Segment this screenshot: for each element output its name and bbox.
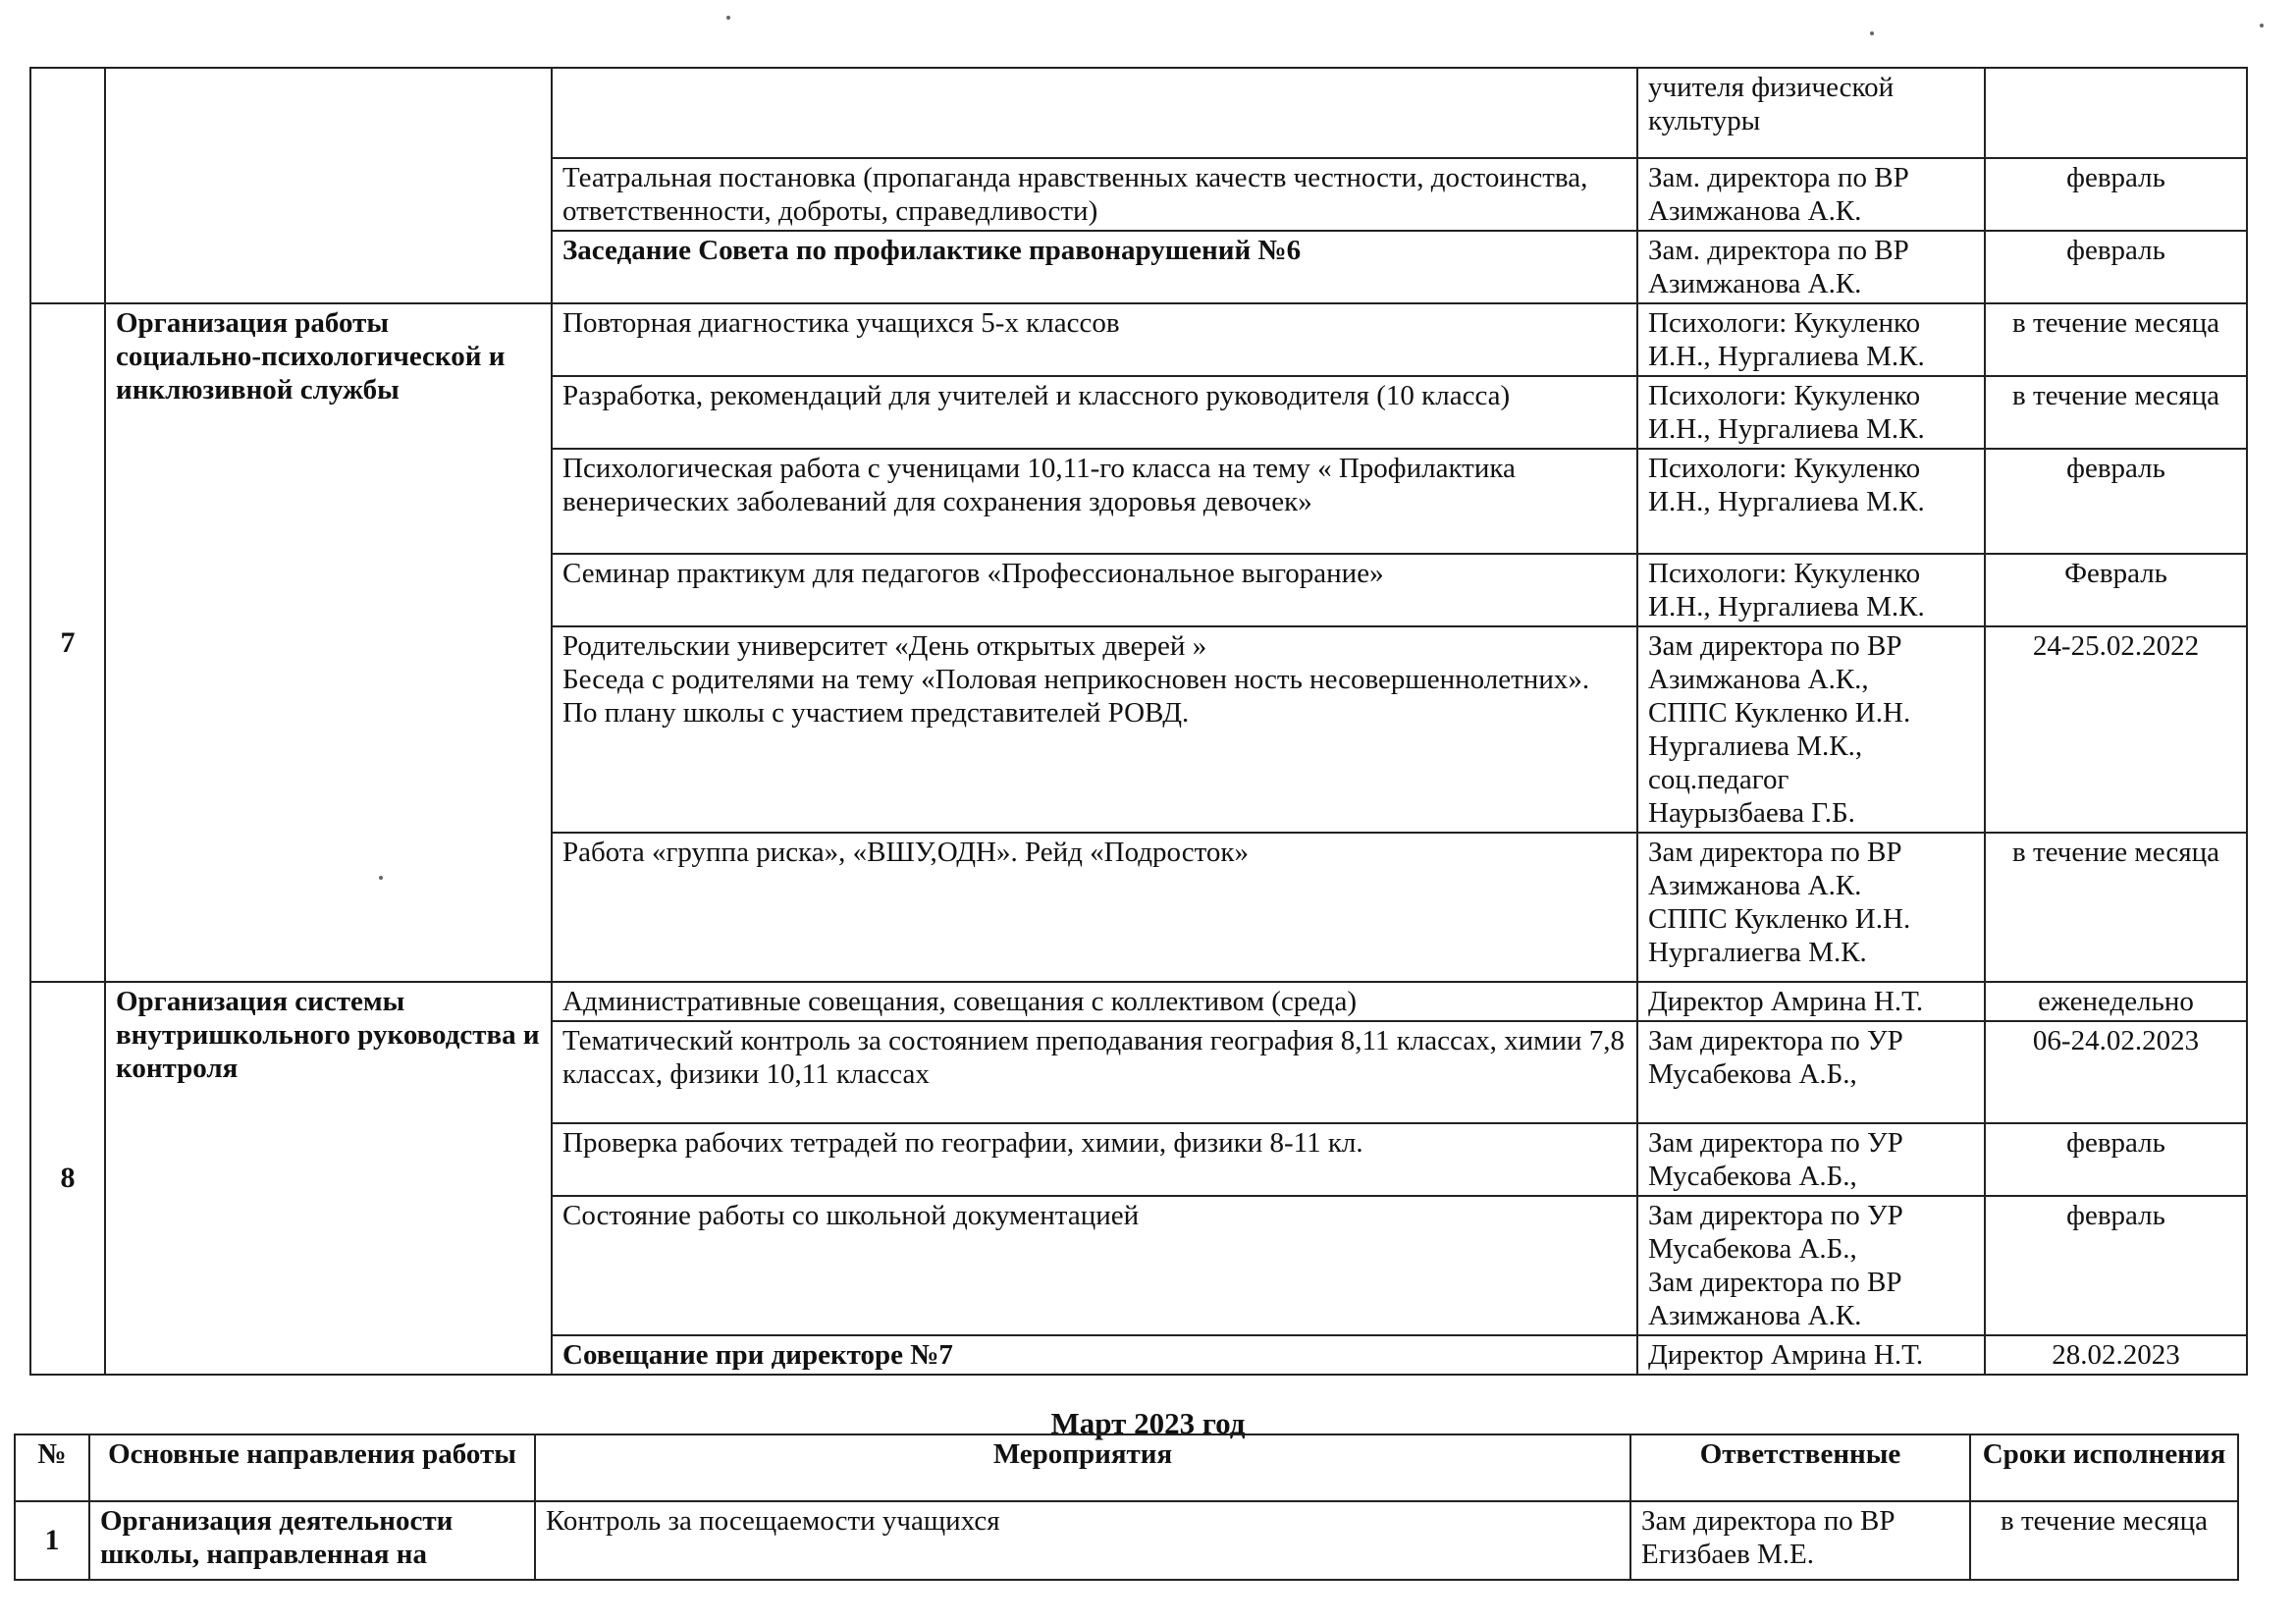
responsible-cell: Зам. директора по ВР Азимжанова А.К. bbox=[1637, 158, 1985, 231]
deadline-cell: 24-25.02.2022 bbox=[1985, 626, 2247, 833]
deadline-cell: в течение месяца bbox=[1985, 303, 2247, 376]
event-cell: Семинар практикум для педагогов «Профессиональное выгорание» bbox=[552, 554, 1637, 626]
deadline-cell: в течение месяца bbox=[1985, 833, 2247, 982]
table-row bbox=[30, 303, 2247, 376]
scan-speck bbox=[1870, 31, 1874, 35]
section-number-cell: 7 bbox=[30, 303, 105, 982]
event-cell: Театральная постановка (пропаганда нравственных качеств честности, достоинства, ответственности, доброты, справедливости) bbox=[552, 158, 1637, 231]
deadline-cell: 06-24.02.2023 bbox=[1985, 1021, 2247, 1123]
responsible-cell: Психологи: Кукуленко И.Н., Нургалиева М.К. bbox=[1637, 376, 1985, 449]
deadline-cell: февраль bbox=[1985, 231, 2247, 303]
responsible-cell: Зам директора по ВР Азимжанова А.К. СППС Кукленко И.Н. Нургалиегва М.К. bbox=[1637, 833, 1985, 982]
responsible-cell: Зам директора по УР Мусабекова А.Б., bbox=[1637, 1123, 1985, 1196]
header-responsible: Ответственные bbox=[1630, 1434, 1970, 1501]
march-title: Март 2023 год bbox=[1050, 1406, 1246, 1440]
deadline-cell: февраль bbox=[1985, 158, 2247, 231]
table-row bbox=[30, 68, 2247, 158]
event-cell: Повторная диагностика учащихся 5-х классов bbox=[552, 303, 1637, 376]
deadline-cell: Февраль bbox=[1985, 554, 2247, 626]
responsible-cell: Психологи: Кукуленко И.Н., Нургалиева М.К. bbox=[1637, 449, 1985, 554]
responsible-cell: Зам директора по ВР Азимжанова А.К., СППС Кукленко И.Н. Нургалиева М.К., соц.педагог Наурызбаева Г.Б. bbox=[1637, 626, 1985, 833]
responsible-cell: Зам директора по УР Мусабекова А.Б., bbox=[1637, 1021, 1985, 1123]
event-cell: Работа «группа риска», «ВШУ,ОДН». Рейд «Подросток» bbox=[552, 833, 1637, 982]
event-cell: Тематический контроль за состоянием преподавания география 8,11 классах, химии 7,8 классах, физики 10,11 классах bbox=[552, 1021, 1637, 1123]
event-cell: Родительскии университет «День открытых дверей » Беседа с родителями на тему «Половая неприкосновен ность несовершеннолетних». По плану школы с участием представителей РОВД. bbox=[552, 626, 1637, 833]
deadline-cell: февраль bbox=[1985, 1123, 2247, 1196]
table-row bbox=[15, 1501, 2238, 1580]
deadline-cell: февраль bbox=[1985, 449, 2247, 554]
header-direction: Основные направления работы bbox=[89, 1434, 535, 1501]
event-cell: Контроль за посещаемости учащихся bbox=[535, 1501, 1630, 1580]
responsible-cell: Директор Амрина Н.Т. bbox=[1637, 1335, 1985, 1375]
section-number-cell: 1 bbox=[15, 1501, 89, 1580]
table-header-row bbox=[15, 1434, 2238, 1501]
march-plan-table bbox=[14, 1434, 2239, 1581]
responsible-cell: учителя физической культуры bbox=[1637, 68, 1985, 158]
february-plan-table bbox=[29, 67, 2248, 1376]
scan-speck bbox=[2260, 24, 2264, 27]
direction-cell: Организация деятельности школы, направленная на bbox=[89, 1501, 535, 1580]
deadline-cell: в течение месяца bbox=[1985, 376, 2247, 449]
deadline-cell: в течение месяца bbox=[1970, 1501, 2238, 1580]
section-number-cell: 8 bbox=[30, 982, 105, 1375]
header-deadline: Сроки исполнения bbox=[1970, 1434, 2238, 1501]
deadline-cell bbox=[1985, 68, 2247, 158]
event-cell: Психологическая работа с ученицами 10,11-го класса на тему « Профилактика венерических заболеваний для сохранения здоровья девочек» bbox=[552, 449, 1637, 554]
event-cell: Совещание при директоре №7 bbox=[552, 1335, 1637, 1375]
event-cell: Проверка рабочих тетрадей по географии, химии, физики 8-11 кл. bbox=[552, 1123, 1637, 1196]
scan-speck bbox=[726, 16, 730, 20]
responsible-cell: Зам директора по УР Мусабекова А.Б., Зам директора по ВР Азимжанова А.К. bbox=[1637, 1196, 1985, 1335]
event-cell bbox=[552, 68, 1637, 158]
table-row bbox=[30, 982, 2247, 1021]
event-cell: Состояние работы со школьной документацией bbox=[552, 1196, 1637, 1335]
direction-cell bbox=[105, 68, 552, 303]
deadline-cell: 28.02.2023 bbox=[1985, 1335, 2247, 1375]
direction-cell: Организация системы внутришкольного руководства и контроля bbox=[105, 982, 552, 1375]
event-cell: Заседание Совета по профилактике правонарушений №6 bbox=[552, 231, 1637, 303]
deadline-cell: еженедельно bbox=[1985, 982, 2247, 1021]
deadline-cell: февраль bbox=[1985, 1196, 2247, 1335]
responsible-cell: Зам. директора по ВР Азимжанова А.К. bbox=[1637, 231, 1985, 303]
responsible-cell: Директор Амрина Н.Т. bbox=[1637, 982, 1985, 1021]
scan-speck bbox=[379, 876, 383, 880]
event-cell: Административные совещания, совещания с коллективом (среда) bbox=[552, 982, 1637, 1021]
responsible-cell: Психологи: Кукуленко И.Н., Нургалиева М.К. bbox=[1637, 554, 1985, 626]
header-events: Мероприятия bbox=[535, 1434, 1630, 1501]
event-cell: Разработка, рекомендаций для учителей и классного руководителя (10 класса) bbox=[552, 376, 1637, 449]
responsible-cell: Зам директора по ВР Егизбаев М.Е. bbox=[1630, 1501, 1970, 1580]
header-number: № bbox=[15, 1434, 89, 1501]
responsible-cell: Психологи: Кукуленко И.Н., Нургалиева М.К. bbox=[1637, 303, 1985, 376]
section-number-cell bbox=[30, 68, 105, 303]
direction-cell: Организация работы социально-психологической и инклюзивной службы bbox=[105, 303, 552, 982]
